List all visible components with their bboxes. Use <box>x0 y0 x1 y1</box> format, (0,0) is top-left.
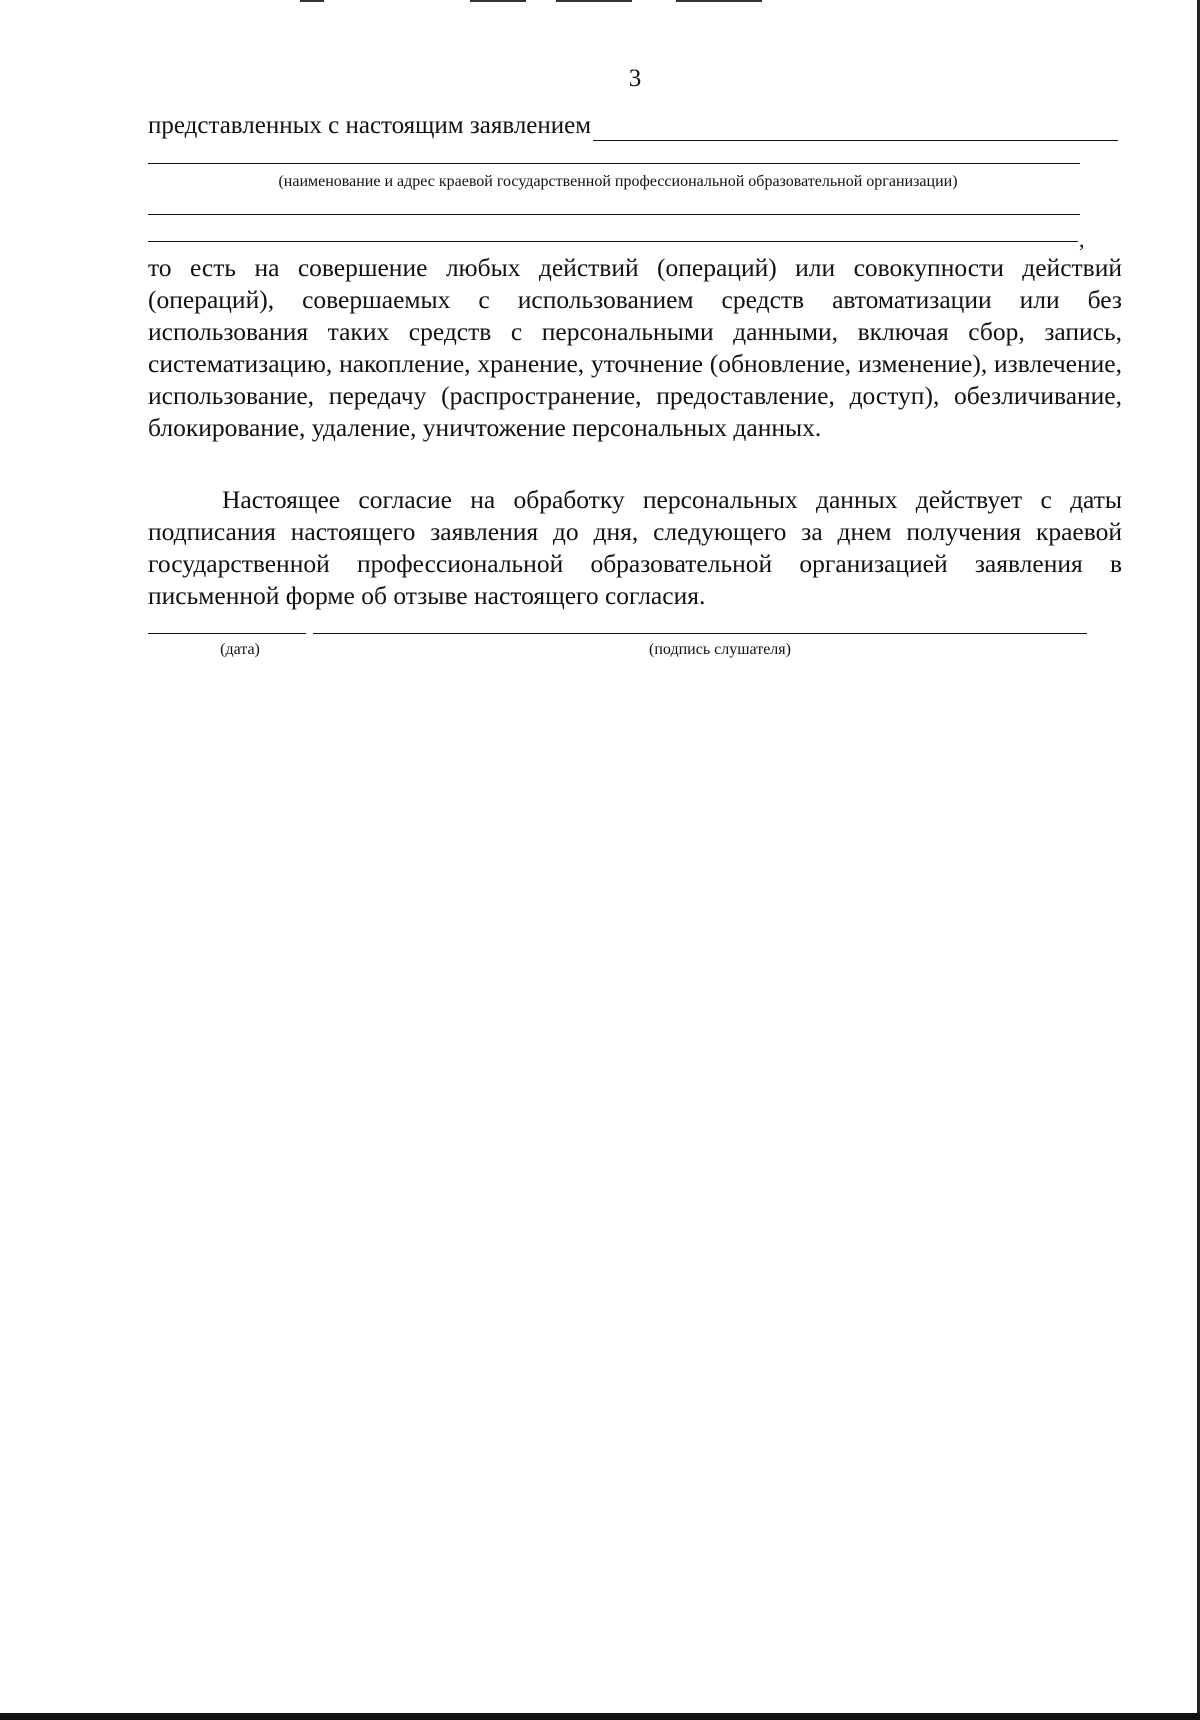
scan-artifact <box>300 0 324 2</box>
org-field-caption: (наименование и адрес краевой государственной профессиональной образовательной организации) <box>278 173 958 190</box>
scan-edge-bottom <box>0 1713 1200 1720</box>
consent-scope-paragraph: то есть на совершение любых действий (операций) или совокупности действий (операций), совершаемых с использованием средств автоматизации или без использования таких средств с персональными данными, включая сбор, запись, систематизацию, накопление, хранение, уточнение (обновление, изменение), извлечение, использование, передачу (распространение, предоставление, доступ), обезличивание, блокирование, удаление, уничтожение персональных данных. <box>148 253 1122 442</box>
consent-validity-paragraph: Настоящее согласие на обработку персональных данных действует с даты подписания настоящего заявления до дня, следующего за днем получения краевой государственной профессиональной образовательной организацией заявления в письменной форме об отзыве настоящего согласия. <box>148 485 1122 610</box>
scan-artifact <box>676 0 762 2</box>
scan-artifact <box>470 0 526 2</box>
intro-text: представленных с настоящим заявлением <box>148 112 592 139</box>
intro-line <box>148 111 1118 141</box>
org-address-blank-line-2[interactable] <box>148 241 1078 242</box>
date-blank-line[interactable] <box>148 633 306 634</box>
date-caption: (дата) <box>220 641 260 658</box>
org-name-blank-line-2[interactable] <box>148 163 1080 164</box>
signature-blank-line[interactable] <box>313 633 1087 634</box>
org-address-blank-line[interactable] <box>148 214 1080 215</box>
org-name-blank-line[interactable] <box>593 118 1118 141</box>
trailing-comma: , <box>1079 227 1085 252</box>
page-number: 3 <box>628 65 642 92</box>
scan-artifact <box>556 0 632 2</box>
signature-caption: (подпись слушателя) <box>649 641 791 658</box>
